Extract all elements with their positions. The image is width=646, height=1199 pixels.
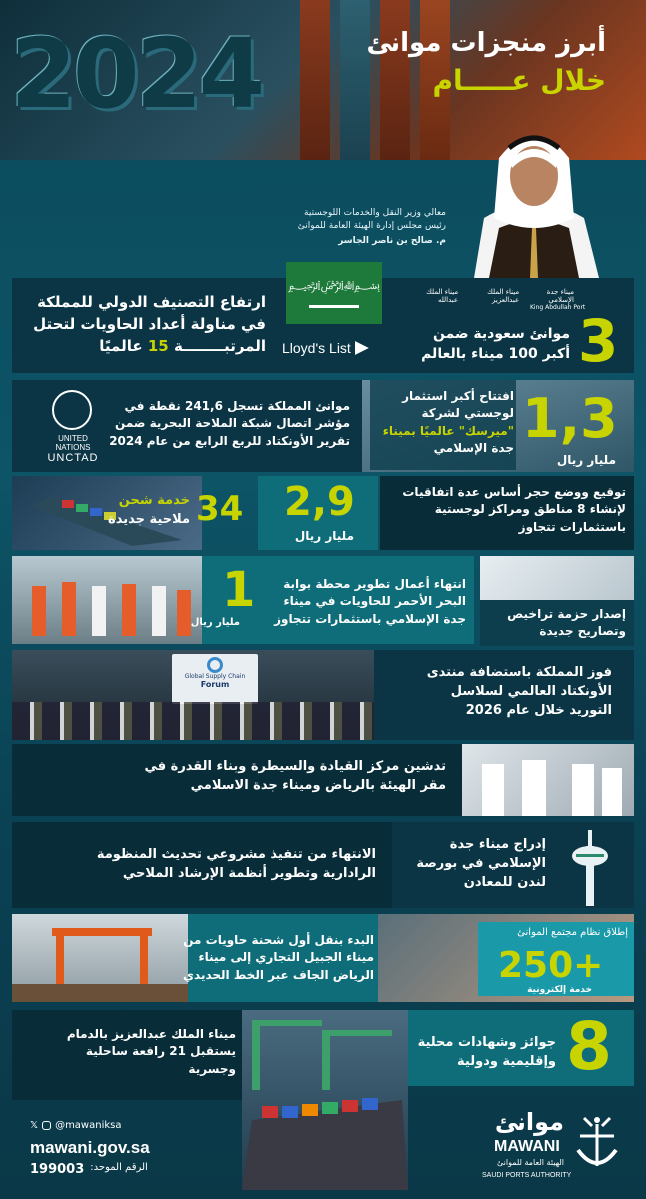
- community-title: إطلاق نظام مجتمع الموانئ: [517, 927, 628, 938]
- forum-screen: Global Supply Chain Forum: [172, 654, 258, 704]
- port-logo-jeddah: ميناء جدة الإسلامي: [546, 288, 574, 304]
- redsea-unit: مليار ريال: [190, 617, 240, 628]
- services-text: خدمة شحن ملاحية جديدة: [108, 493, 190, 527]
- lme-text: إدراج ميناء جدة الإسلامي في بورصة لندن للمعادن: [416, 837, 546, 890]
- cranes-ship-photo: [242, 1010, 408, 1190]
- container-graphic: [340, 0, 370, 160]
- social-handle[interactable]: 𝕏 @mawaniksa: [30, 1120, 122, 1131]
- rail-photo: [12, 914, 188, 1002]
- awards-text: جوائز وشهادات محلية وإقليمية ودولية: [417, 1035, 556, 1069]
- jeddah-tower-graphic: [560, 826, 620, 906]
- port-logo-dammam: ميناء الملك عبدالعزيز: [487, 288, 520, 304]
- container-graphic: [300, 0, 330, 160]
- brand-en: MAWANI: [494, 1138, 560, 1155]
- brand-sub-en: SAUDI PORTS AUTHORITY: [482, 1172, 572, 1179]
- redsea-text: انتهاء أعمال تطوير محطة بوابة البحر الأحمر للحاويات في ميناء جدة الإسلامي باستثمارات تتجاوز: [274, 577, 466, 626]
- services-number: 34: [196, 489, 244, 529]
- signing-photo: [480, 556, 634, 606]
- container-graphic: [380, 0, 410, 160]
- control-center-photo: [462, 744, 634, 816]
- maersk-text: افتتاح أكبر استثمار لوجستي لشركة "ميرسك" عالميًا بميناء جدة الإسلامي: [382, 389, 514, 456]
- unified-number: الرقم الموحد: 199003: [30, 1162, 148, 1177]
- page-subtitle: خلال عـــــام: [432, 64, 606, 97]
- community-sub: خدمة إلكترونية: [527, 985, 592, 995]
- kap-en-label: King Abdullah Port: [530, 304, 586, 311]
- instagram-icon: [42, 1121, 51, 1130]
- forum-photo: [12, 650, 374, 740]
- un-emblem-icon: [52, 390, 92, 430]
- brand-ar: موانئ: [494, 1108, 564, 1136]
- forum-text: فوز المملكة باستضافة منتدى الأونكتاد العالمي لسلاسل التوريد خلال عام 2026: [426, 665, 612, 718]
- x-icon: 𝕏: [30, 1120, 39, 1131]
- mawani-anchor-logo: [572, 1110, 622, 1174]
- ranking-text: ارتفاع التصنيف الدولي للمملكة في مناولة أعداد الحاويات لتحتل المرتبــــــــة 15 عالميًا: [33, 293, 266, 355]
- top100-number: 3: [578, 307, 619, 375]
- ceremony-photo: [12, 556, 202, 644]
- logistics-text: توقيع ووضع حجر أساس عدة اتفاقيات لإنشاء 8 مناطق ومراكز لوجستية باستثمارات تتجاوز: [402, 485, 626, 534]
- year-title: 2024: [10, 18, 262, 130]
- port-logos: [404, 288, 574, 304]
- top100-text: موانئ سعودية ضمن أكبر 100 ميناء بالعالم: [421, 326, 570, 363]
- cranes-text: ميناء الملك عبدالعزيز بالدمام يستقبل 21 رافعة ساحلية وجسرية: [66, 1027, 236, 1076]
- community-number: 250+: [498, 945, 604, 986]
- page-title: أبرز منجزات موانئ: [366, 28, 606, 58]
- awards-number: 8: [566, 1008, 612, 1085]
- maersk-number: 1,3: [522, 387, 618, 450]
- radar-text: الانتهاء من تنفيذ مشروعي تحديث المنظومة الرادارية وتطوير أنظمة الإرشاد الملاحي: [96, 847, 376, 881]
- minister-title: معالي وزير النقل والخدمات اللوجستية: [304, 208, 446, 218]
- website-link[interactable]: mawani.gov.sa: [30, 1138, 150, 1157]
- lloyds-logo: Lloyd's List: [282, 340, 369, 356]
- minister-name: م. صالح بن ناصر الجاسر: [338, 236, 446, 246]
- logistics-unit: مليار ريال: [294, 529, 354, 543]
- minister-role: رئيس مجلس إدارة الهيئة العامة للموانئ: [297, 221, 446, 231]
- permits-text: إصدار حزمة تراخيص وتصاريح جديدة: [507, 607, 626, 639]
- port-logo-kap: ميناء الملك عبدالله: [426, 288, 459, 304]
- logistics-number: 2,9: [284, 479, 355, 525]
- minister-photo: [454, 108, 614, 278]
- saudi-flag: ﷽: [286, 262, 382, 324]
- unctad-text: موانئ المملكة تسجل 241,6 نقطة في مؤشر اتصال شبكة الملاحة البحرية ضمن تقرير الأونكتاد للربع الرابع من عام 2024: [109, 399, 350, 448]
- forum-globe-icon: [207, 657, 223, 673]
- unctad-logo: UNITED NATIONS UNCTAD: [47, 434, 99, 464]
- brand-sub-ar: الهيئة العامة للموانئ: [496, 1158, 564, 1167]
- maersk-unit: مليار ريال: [556, 453, 616, 467]
- rail-text: البدء بنقل أول شحنة حاويات من ميناء الجبيل التجاري إلى ميناء الرياض الجاف عبر الخط الحديدي: [183, 933, 374, 982]
- control-text: تدشين مركز القيادة والسيطرة وبناء القدرة في مقر الهيئة بالرياض وميناء جدة الاسلامي: [144, 759, 446, 793]
- redsea-number: 1: [222, 562, 256, 618]
